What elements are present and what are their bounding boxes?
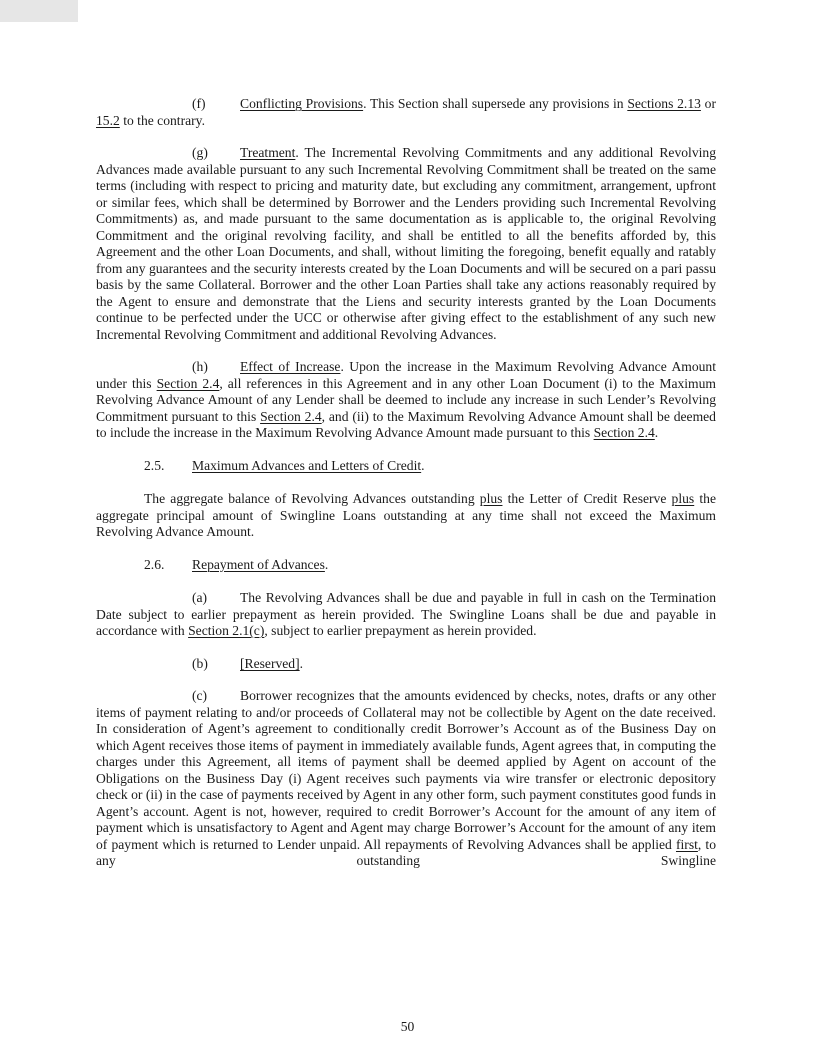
section-2-5-title: Maximum Advances and Letters of Credit (192, 457, 422, 473)
page-number: 50 (400, 1019, 415, 1034)
scan-corner-mark (0, 0, 78, 22)
section-2-5-body (96, 491, 716, 541)
section-ref-link[interactable]: Section 2.1(c) (188, 623, 265, 638)
section-2-5-text: the Letter of Credit Reserve (502, 491, 672, 506)
section-ref-link[interactable]: Section 2.4 (593, 425, 655, 440)
section-2-5-text: The aggregate balance of Revolving Advances outstanding (144, 491, 480, 506)
paragraph-h-text: , and (ii) to the Maximum Revolving Advance Amount shall be deemed to include the increase in the Maximum Revolving Advance Amount made pursuant to this (96, 408, 716, 440)
section-2-5-title-end: . (421, 457, 425, 473)
paragraph-h-title: Effect of Increase (240, 359, 341, 374)
paragraph-c-text: , to any outstanding Swingline (96, 836, 717, 868)
paragraph-h (96, 359, 716, 442)
paragraph-b-title-end: . (299, 655, 304, 671)
section-ref-link[interactable]: Section 2.4 (260, 408, 322, 424)
paragraph-b (96, 656, 716, 673)
document-page (96, 96, 716, 886)
paragraph-h-text: , all references in this Agreement and in any other Loan Document (i) to the Maximum Revolving Advance Amount of any Lender shall be deemed to include any increase in such Lender’s Revolving Commitment pursuant to this (96, 375, 717, 424)
section-2-6-number: 2.6. (144, 556, 165, 572)
section-ref-link[interactable]: Sections 2.13 (627, 96, 701, 111)
paragraph-f-number: (f) (192, 96, 206, 111)
paragraph-b-title: [Reserved] (240, 655, 300, 671)
paragraph-f-title: Conflicting Provisions (240, 96, 364, 111)
paragraph-f (96, 96, 716, 129)
paragraph-f-text: to the contrary. (119, 112, 205, 128)
paragraph-a-number: (a) (192, 590, 208, 605)
section-ref-link[interactable]: 15.2 (96, 112, 120, 128)
paragraph-h-number: (h) (192, 359, 208, 374)
section-2-5-heading (96, 458, 716, 475)
section-2-6-title-end: . (324, 556, 329, 572)
paragraph-b-number: (b) (192, 655, 208, 671)
paragraph-f-text: . This Section shall supersede any provisions in (363, 96, 628, 111)
paragraph-g-number: (g) (192, 145, 208, 160)
paragraph-g-title: Treatment (240, 145, 296, 160)
first-term: first (675, 836, 698, 852)
paragraph-h-text: . (654, 425, 659, 440)
paragraph-c-text: Borrower recognizes that the amounts evidenced by checks, notes, drafts or any other items of payment relating to and/or proceeds of Collateral may not be collectible by Agent on the date received. In consideration of Agent’s agreement to conditionally credit Borrower’s Account as of the Business Day on which Agent receives those items of payment in immediately available funds, Agent agrees that, in computing the charges under this Agreement, all items of payment shall be deemed applied by Agent on account of the Obligations on the Business Day (i) Agent receives such payments via wire transfer or electronic depository check or (ii) in the case of payments received by Agent in any other form, such payment constitutes good funds in Agent’s account. Agent is not, however, required to credit Borrower’s Account for the amount of any item of payment which is unsatisfactory to Agent and Agent may charge Borrower’s Account for the amount of any item of payment which is returned to Lender unpaid. All repayments of Revolving Advances shall be applied (96, 688, 716, 852)
plus-term: plus (479, 491, 503, 506)
paragraph-g (96, 145, 716, 343)
section-2-5-text: the aggregate principal amount of Swingline Loans outstanding at any time shall not exceed the Maximum Revolving Advance Amount. (96, 491, 716, 539)
plus-term: plus (671, 491, 695, 506)
paragraph-a-text: , subject to earlier prepayment as herein provided. (264, 623, 537, 638)
section-2-6-heading (96, 557, 716, 574)
section-2-6-title: Repayment of Advances (192, 556, 325, 572)
paragraph-c-number: (c) (192, 688, 208, 703)
section-2-5-number: 2.5. (144, 457, 165, 473)
paragraph-h-text: . Upon the increase in the Maximum Revolving Advance Amount under this (96, 359, 716, 391)
paragraph-f-text: or (700, 96, 716, 111)
paragraph-a (96, 590, 716, 640)
paragraph-g-text: . The Incremental Revolving Commitments and any additional Revolving Advances made available pursuant to any such Incremental Revolving Commitment shall be treated on the same terms (including with respect to pricing and maturity date, but excluding any commitment, arrangement, upfront or similar fees, which shall be determined by Borrower and the Lenders providing such Incremental Revolving Commitments) as, and made pursuant to the same documentation as is applicable to, the original Revolving Commitment and the original revolving facility, and shall be entitled to all the benefits afforded by, this Agreement and the other Loan Documents, and shall, without limiting the foregoing, benefit equally and ratably from any guarantees and the security interests created by the Loan Documents and will be secured on a pari passu basis by the same Collateral. Borrower and the other Loan Parties shall take any actions reasonably required by the Agent to ensure and demonstrate that the Liens and security interests granted by the Loan Documents continue to be perfected under the UCC or otherwise after giving effect to the establishment of any such new Incremental Revolving Commitment and additional Revolving Advances. (96, 145, 716, 342)
paragraph-a-text: The Revolving Advances shall be due and payable in full in cash on the Termination Date subject to earlier prepayment as herein provided. The Swingline Loans shall be due and payable in accordance with (96, 590, 716, 638)
paragraph-c (96, 688, 716, 870)
section-ref-link[interactable]: Section 2.4 (156, 375, 220, 391)
